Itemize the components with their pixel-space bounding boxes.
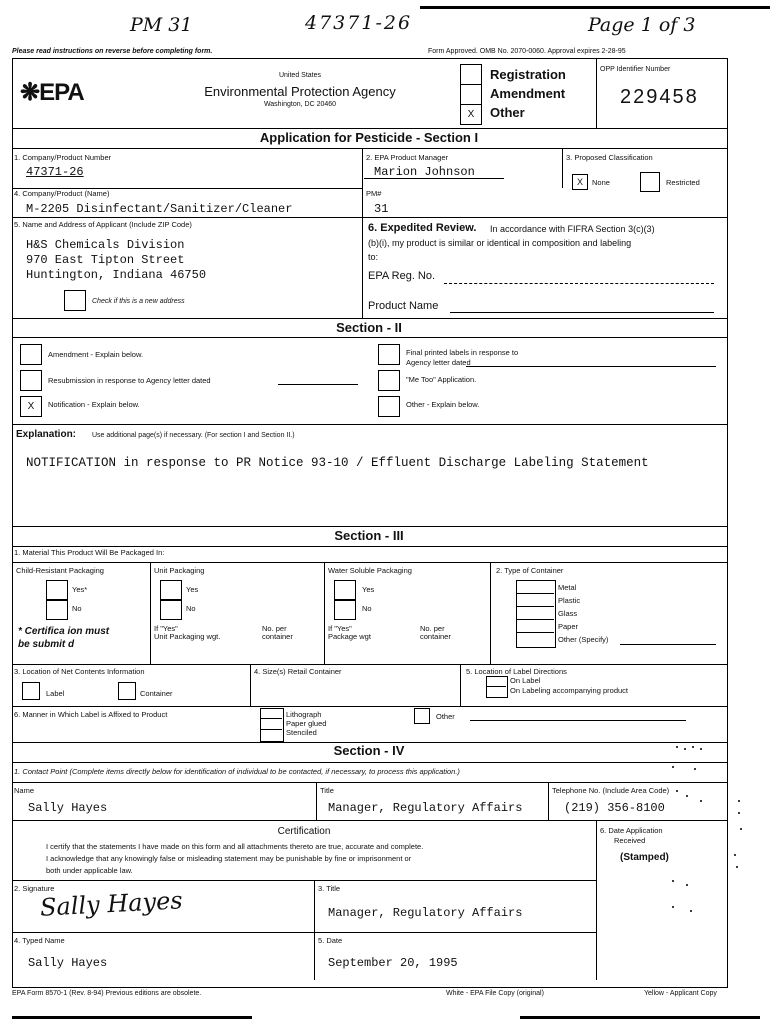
net-contents-container-option: Container (140, 689, 173, 698)
product-manager[interactable]: Marion Johnson (374, 165, 475, 179)
new-address-checkbox[interactable] (64, 290, 86, 311)
contact-name[interactable]: Sally Hayes (28, 801, 108, 815)
amendment-explain-checkbox[interactable] (20, 344, 42, 365)
explanation-text[interactable]: NOTIFICATION in response to PR Notice 93-10 / Effluent Discharge Labeling Statement (26, 456, 649, 470)
company-product-number[interactable]: 47371-26 (26, 165, 84, 179)
manner-other-label: Other (436, 712, 455, 721)
company-product-number-label: 1. Company/Product Number (14, 153, 112, 162)
manner-paper-glued: Paper glued (286, 719, 327, 728)
applicant-line3[interactable]: Huntington, Indiana 46750 (26, 268, 207, 282)
applicant-line2[interactable]: 970 East Tipton Street (26, 253, 185, 267)
handwritten-page: Page 1 of 3 (588, 14, 696, 36)
amendment-label: Amendment (490, 86, 566, 101)
water-soluble-label: Water Soluble Packaging (328, 566, 412, 575)
amendment-explain-label: Amendment - Explain below. (48, 350, 144, 359)
instructions-note: Please read instructions on reverse before completing form. (12, 48, 213, 55)
resubmission-checkbox[interactable] (20, 370, 42, 391)
directions-on-labeling: On Labeling accompanying product (510, 686, 628, 695)
container-paper: Paper (558, 622, 579, 631)
final-printed-checkbox[interactable] (378, 344, 400, 365)
date-received-label-2: Received (614, 836, 646, 845)
unit-container-label: container (262, 632, 293, 641)
directions-label: 5. Location of Label Directions (466, 667, 567, 676)
container-plastic: Plastic (558, 596, 581, 605)
unit-wgt-label: Unit Packaging wgt. (154, 632, 221, 641)
explanation-label: Explanation: (16, 429, 77, 440)
child-resistant-label: Child-Resistant Packaging (16, 566, 104, 575)
unit-no-per-label: No. per (262, 624, 287, 633)
stamped-label: (Stamped) (620, 852, 669, 863)
explanation-hint: Use additional page(s) if necessary. (For section I and Section II.) (92, 432, 295, 439)
section3-title: Section - III (334, 528, 404, 543)
unit-packaging-no-label: No (186, 604, 196, 613)
package-wgt-label: Package wgt (328, 632, 371, 641)
water-soluble-yes-label: Yes (362, 585, 375, 594)
date-received-label-1: 6. Date Application (600, 826, 663, 835)
product-manager-label: 2. EPA Product Manager (366, 153, 448, 162)
signature[interactable]: Sally Hayes (39, 886, 184, 922)
manner-label: 6. Manner in Which Label is Affixed to Product (14, 710, 168, 719)
epa-reg-no-line[interactable] (444, 283, 714, 284)
final-printed-label2: Agency letter dated (406, 358, 471, 367)
unit-packaging-no-checkbox[interactable] (160, 599, 182, 620)
date-label: 5. Date (318, 936, 343, 945)
me-too-checkbox[interactable] (378, 370, 400, 391)
manner-other-checkbox[interactable] (414, 708, 430, 724)
contact-name-label: Name (14, 786, 35, 795)
contact-title-label: Title (320, 786, 334, 795)
net-contents-label-checkbox[interactable] (22, 682, 40, 700)
material-label: 1. Material This Product Will Be Packaged In: (14, 548, 165, 557)
certification-note-1: * Certifica ion must (18, 626, 110, 637)
opp-number: 229458 (620, 86, 699, 108)
certification-note-2: be submit d (18, 639, 75, 650)
registration-checkbox[interactable] (460, 64, 482, 85)
applicant-label: 5. Name and Address of Applicant (Include ZIP Code) (14, 220, 192, 229)
water-no-per-label: No. per (420, 624, 445, 633)
section4-title: Section - IV (333, 743, 405, 758)
classification-restricted-label: Restricted (666, 178, 700, 187)
handwritten-product-number: 47371-26 (305, 12, 413, 34)
sizes-label: 4. Size(s) Retail Container (254, 667, 342, 676)
other-explain-label: Other - Explain below. (406, 400, 480, 409)
title2-value[interactable]: Manager, Regulatory Affairs (328, 906, 523, 920)
epa-logo-mark: ❋ (20, 79, 40, 106)
classification-restricted-checkbox[interactable] (640, 172, 660, 192)
final-printed-label1: Final printed labels in response to (406, 348, 519, 357)
product-name-label: 4. Company/Product (Name) (14, 189, 110, 198)
agency-country: United States (278, 72, 322, 79)
me-too-label: "Me Too" Application. (406, 375, 477, 384)
unit-packaging-yes-label: Yes (186, 585, 199, 594)
amendment-checkbox[interactable] (460, 84, 482, 105)
proposed-classification-label: 3. Proposed Classification (566, 153, 653, 162)
container-type-boxes[interactable] (516, 580, 556, 648)
contact-point-label: 1. Contact Point (Complete items directly below for identification of individual to be contacted, if necessary, to process this application.) (14, 767, 460, 776)
notification-checkbox[interactable]: X (20, 396, 42, 417)
container-other: Other (Specify) (558, 635, 609, 644)
agency-address: Washington, DC 20460 (263, 101, 337, 108)
manner-boxes[interactable] (260, 708, 284, 742)
date-value[interactable]: September 20, 1995 (328, 956, 458, 970)
container-metal: Metal (558, 583, 577, 592)
manner-stenciled: Stenciled (286, 728, 317, 737)
signature-label: 2. Signature (14, 884, 55, 893)
directions-on-label: On Label (510, 676, 541, 685)
water-soluble-yes-checkbox[interactable] (334, 580, 356, 601)
water-if-yes: If "Yes" (328, 624, 352, 633)
unit-packaging-label: Unit Packaging (154, 566, 205, 575)
typed-name[interactable]: Sally Hayes (28, 956, 108, 970)
contact-phone-label: Telephone No. (Include Area Code) (552, 786, 670, 795)
other-type-label: Other (490, 105, 525, 120)
unit-packaging-yes-checkbox[interactable] (160, 580, 182, 601)
product-name[interactable]: M-2205 Disinfectant/Sanitizer/Cleaner (26, 202, 293, 216)
water-container-label: container (420, 632, 451, 641)
opp-label: OPP Identifier Number (600, 66, 671, 73)
contact-phone[interactable]: (219) 356-8100 (564, 801, 665, 815)
certification-text-3: both under applicable law. (46, 866, 133, 875)
product-name-line[interactable] (450, 312, 714, 313)
net-contents-container-checkbox[interactable] (118, 682, 136, 700)
new-address-label: Check if this is a new address (92, 298, 185, 305)
expedited-text3: to: (368, 252, 379, 262)
container-glass: Glass (558, 609, 578, 618)
yellow-copy-label: Yellow - Applicant Copy (644, 990, 717, 997)
child-resistant-no-label: No (72, 604, 82, 613)
notification-label: Notification - Explain below. (48, 400, 140, 409)
manner-lithograph: Lithograph (286, 710, 322, 719)
water-soluble-no-label: No (362, 604, 372, 613)
section1-title: Application for Pesticide - Section I (259, 130, 479, 145)
contact-title[interactable]: Manager, Regulatory Affairs (328, 801, 523, 815)
epa-logo: ❋EPA (20, 79, 84, 106)
product-name-field-label: Product Name (368, 300, 439, 312)
directions-boxes[interactable] (486, 676, 508, 698)
handwritten-pm: PM 31 (130, 14, 193, 36)
type-container-label: 2. Type of Container (496, 566, 564, 575)
other-checkbox[interactable]: X (460, 104, 482, 125)
applicant-line1[interactable]: H&S Chemicals Division (26, 238, 185, 252)
section2-title: Section - II (336, 320, 402, 335)
net-contents-label-option: Label (46, 689, 65, 698)
registration-label: Registration (490, 67, 566, 82)
water-soluble-no-checkbox[interactable] (334, 599, 356, 620)
other-explain-checkbox[interactable] (378, 396, 400, 417)
net-contents-label: 3. Location of Net Contents Information (14, 667, 145, 676)
certification-title: Certification (277, 826, 331, 837)
unit-if-yes: If "Yes" (154, 624, 178, 633)
child-resistant-yes-label: Yes* (72, 585, 88, 594)
title2-label: 3. Title (318, 884, 341, 893)
certification-text-2: I acknowledge that any knowingly false or misleading statement may be punishable by fine or imprisonment or (46, 854, 412, 863)
child-resistant-no-checkbox[interactable] (46, 599, 68, 620)
resubmission-label: Resubmission in response to Agency letter dated (48, 376, 211, 385)
expedited-text1: In accordance with FIFRA Section 3(c)(3) (490, 224, 655, 234)
form-id: EPA Form 8570-1 (Rev. 8-94) Previous editions are obsolete. (12, 990, 202, 997)
pm-number[interactable]: 31 (374, 202, 389, 216)
agency-name: Environmental Protection Agency (204, 84, 396, 99)
white-copy-label: White - EPA File Copy (original) (446, 990, 544, 997)
certification-text-1: I certify that the statements I have made on this form and all attachments thereto are true, accurate and complete. (46, 842, 424, 851)
child-resistant-yes-checkbox[interactable] (46, 580, 68, 601)
expedited-title: 6. Expedited Review. (368, 222, 477, 234)
classification-none-checkbox[interactable]: X (572, 174, 588, 190)
classification-none-label: None (592, 178, 610, 187)
pm-label: PM# (366, 189, 382, 198)
approval-note: Form Approved. OMB No. 2070-0060. Approval expires 2-28-95 (428, 48, 626, 55)
expedited-text2: (b)(i), my product is similar or identical in composition and labeling (368, 238, 632, 248)
epa-reg-no-label: EPA Reg. No. (368, 270, 436, 282)
typed-name-label: 4. Typed Name (14, 936, 65, 945)
